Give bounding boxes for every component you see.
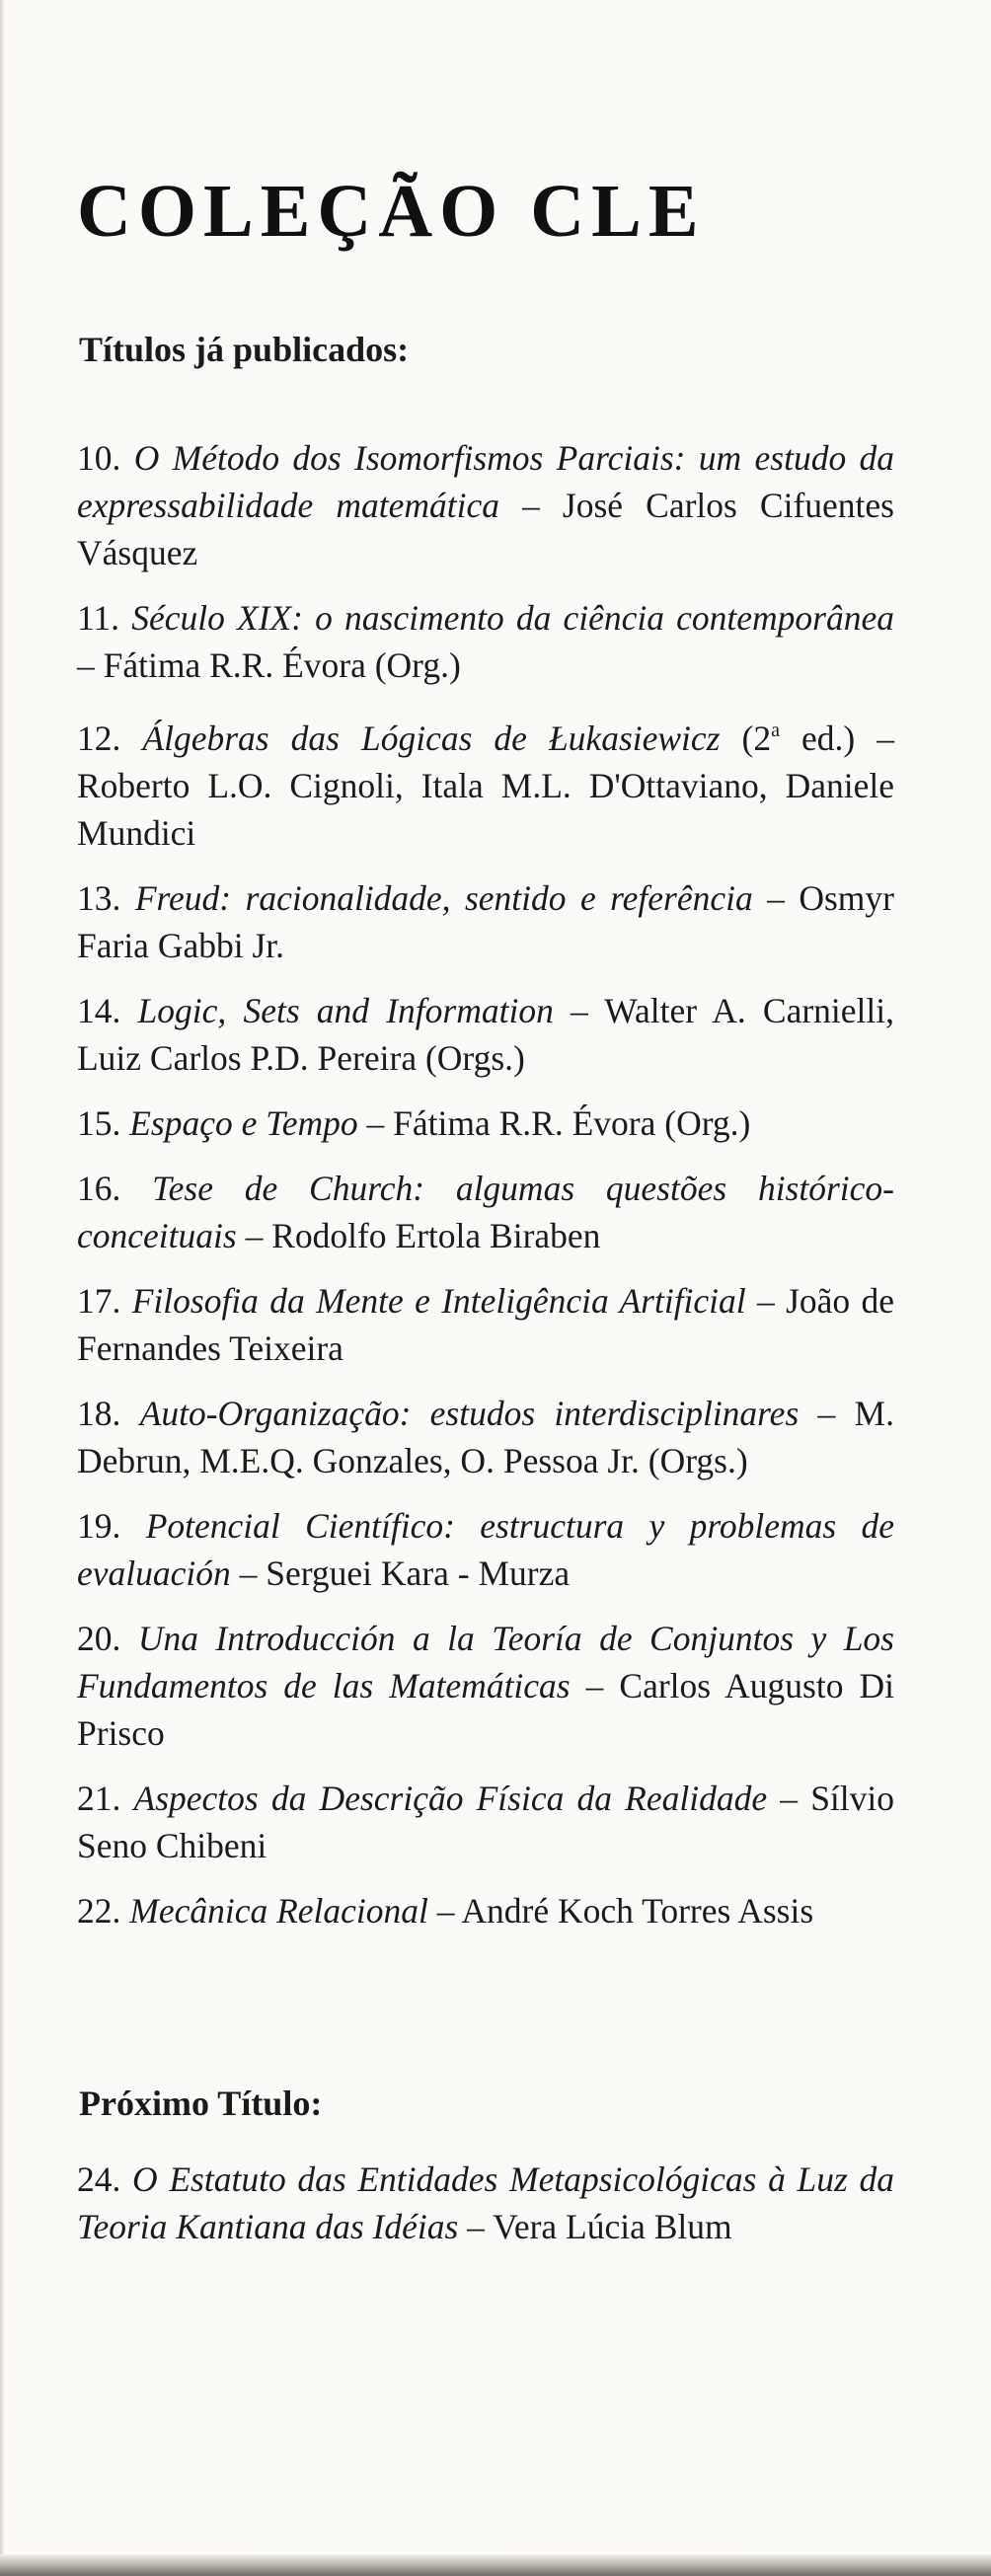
entry-title: O Método dos Isomorfismos Parciais: um estudo da expressabilidade matemática — [77, 438, 895, 525]
entry-author: Serguei Kara - Murza — [266, 1553, 571, 1593]
list-item — [77, 594, 894, 689]
list-item — [77, 707, 894, 857]
entry-separator: – — [745, 1281, 787, 1321]
entry-author: Fátima R.R. Évora (Org.) — [103, 645, 461, 685]
list-item — [77, 1165, 894, 1259]
entry-title: Potencial Científico: estructura y problemas de evaluación — [77, 1506, 895, 1593]
entry-author: José Carlos Cifuentes Vásquez — [77, 486, 894, 572]
entry-separator: – — [498, 486, 563, 525]
entry-separator: – — [553, 991, 605, 1030]
entry-author: Rodolfo Ertola Biraben — [271, 1216, 601, 1255]
entry-number: 17. — [77, 1281, 121, 1321]
entry-author: Carlos Augusto Di Prisco — [77, 1666, 894, 1753]
entry-separator: – — [357, 1103, 394, 1143]
edition-open: (2 — [741, 719, 772, 758]
entry-title: Álgebras das Lógicas de Łukasiewicz — [142, 719, 721, 758]
edition-close: ed.) — [780, 719, 856, 758]
entry-separator: – — [752, 878, 800, 918]
entry-number: 14. — [77, 991, 121, 1030]
entry-number: 21. — [77, 1779, 121, 1818]
list-item — [77, 987, 894, 1082]
entry-number: 12. — [77, 719, 121, 758]
published-list — [77, 434, 894, 1952]
entry-title: Espaço e Tempo — [129, 1103, 358, 1143]
entry-number: 19. — [77, 1506, 121, 1546]
entry-separator: – — [427, 1891, 462, 1931]
list-item — [77, 434, 894, 576]
list-item — [77, 874, 894, 969]
entry-author: Roberto L.O. Cignoli, Itala M.L. D'Ottaviano, Daniele Mundici — [77, 766, 894, 853]
entry-author: André Koch Torres Assis — [461, 1891, 814, 1931]
page-title: COLEÇÃO CLE — [77, 170, 706, 253]
entry-title: Filosofia da Mente e Inteligência Artificial — [131, 1281, 746, 1321]
entry-title: Una Introducción a la Teoría de Conjuntos y Los Fundamentos de las Matemáticas — [77, 1619, 895, 1705]
list-item — [77, 1099, 894, 1147]
next-title-list — [77, 2156, 894, 2268]
list-item — [77, 1502, 894, 1597]
entry-title: Aspectos da Descrição Física da Realidade — [133, 1779, 768, 1818]
list-item — [77, 2156, 894, 2250]
entry-number: 18. — [77, 1394, 121, 1433]
entry-number: 13. — [77, 878, 121, 918]
entry-title: Tese de Church: algumas questões histórico-conceituais — [77, 1169, 894, 1255]
entry-number: 20. — [77, 1619, 121, 1658]
entry-title: Logic, Sets and Information — [137, 991, 554, 1030]
list-item — [77, 1390, 894, 1484]
entry-author: Vera Lúcia Blum — [493, 2207, 732, 2246]
entry-number: 15. — [77, 1103, 121, 1143]
page-left-edge — [0, 0, 4, 2576]
entry-author: Osmyr Faria Gabbi Jr. — [77, 878, 894, 965]
list-item — [77, 1887, 894, 1934]
entry-title: Auto-Organização: estudos interdisciplinares — [139, 1394, 800, 1433]
entry-title: Século XIX: o nascimento da ciência contemporânea — [131, 598, 895, 638]
entry-separator: – — [767, 1779, 811, 1818]
entry-number: 10. — [77, 438, 121, 478]
list-item — [77, 1277, 894, 1372]
entry-separator: – — [458, 2207, 494, 2246]
entry-author: Fátima R.R. Évora (Org.) — [393, 1103, 751, 1143]
entry-author: M. Debrun, M.E.Q. Gonzales, O. Pessoa Jr. (Orgs.) — [77, 1394, 894, 1480]
entry-title: O Estatuto das Entidades Metapsicológicas à Luz da Teoria Kantiana das Idéias — [77, 2159, 894, 2246]
entry-separator: – — [570, 1666, 620, 1705]
entry-number: 22. — [77, 1891, 121, 1931]
entry-title: Mecânica Relacional — [129, 1891, 428, 1931]
entry-separator: – — [799, 1394, 855, 1433]
page-bottom-edge — [0, 2554, 991, 2576]
entry-title: Freud: racionalidade, sentido e referência — [134, 878, 753, 918]
edition-superscript: a — [771, 720, 780, 741]
entry-separator: – — [855, 719, 895, 758]
entry-edition — [742, 719, 856, 758]
published-heading: Títulos já publicados: — [79, 330, 410, 369]
entry-author: Walter A. Carnielli, Luiz Carlos P.D. Pereira (Orgs.) — [77, 991, 895, 1078]
entry-separator: – — [77, 645, 104, 685]
entry-author: Sílvio Seno Chibeni — [77, 1779, 895, 1865]
entry-number: 24. — [77, 2159, 121, 2199]
entry-number: 11. — [77, 598, 120, 638]
entry-author: João de Fernandes Teixeira — [77, 1281, 895, 1368]
list-item — [77, 1615, 894, 1757]
entry-separator: – — [236, 1216, 272, 1255]
entry-separator: – — [230, 1553, 267, 1593]
next-title-heading: Próximo Título: — [79, 2084, 323, 2123]
list-item — [77, 1775, 894, 1869]
entry-number: 16. — [77, 1169, 121, 1208]
